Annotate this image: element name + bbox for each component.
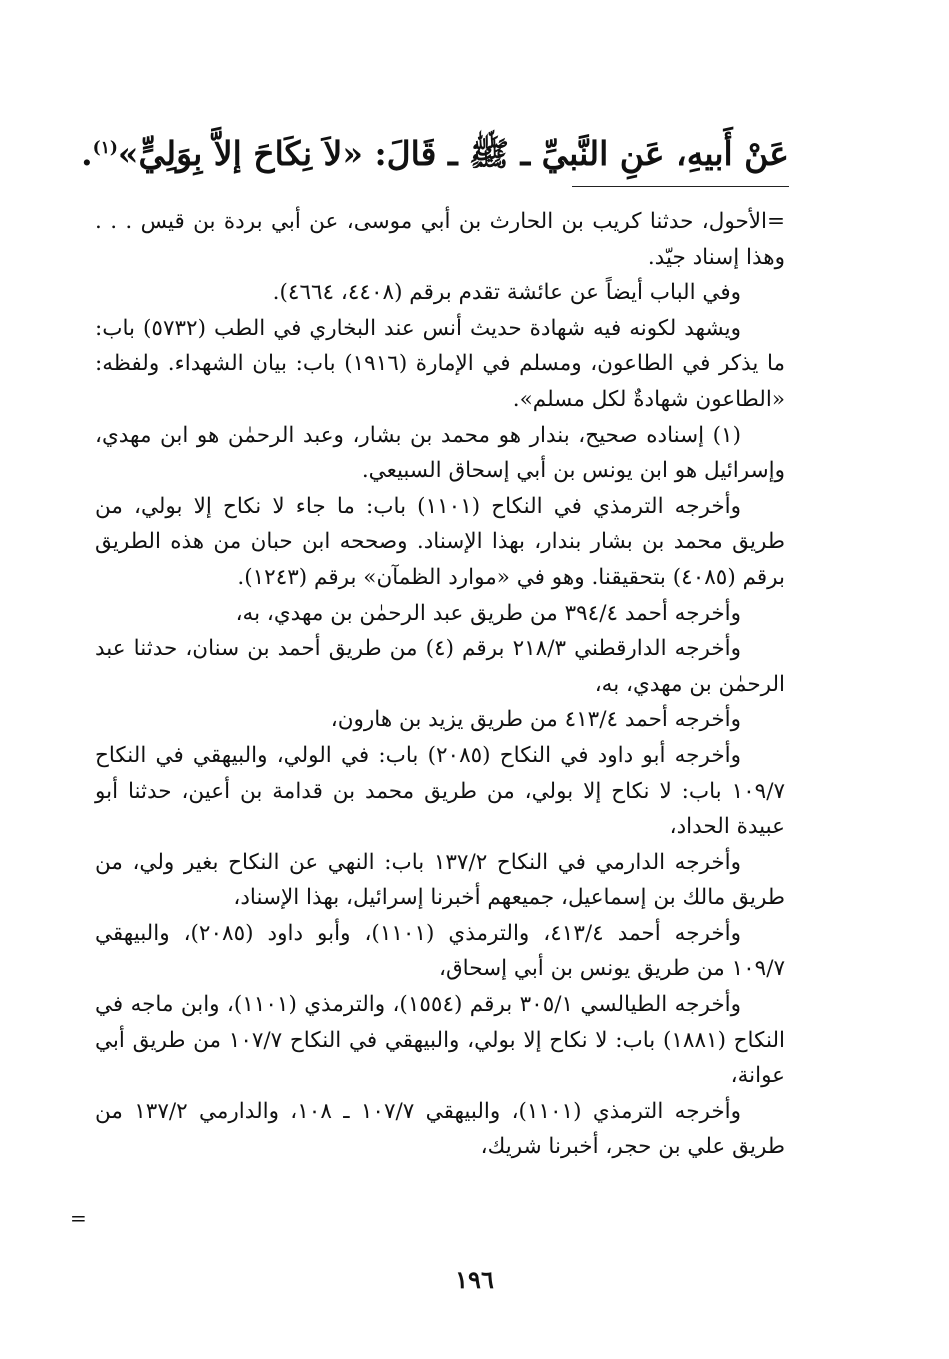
hadith-end-punctuation: . <box>81 134 93 173</box>
footnote-paragraph: ويشهد لكونه فيه شهادة حديث أنس عند البخاري في الطب (٥٧٣٢) باب: ما يذكر في الطاعون، ومسلم في الإمارة (١٩١٦) باب: بيان الشهداء. ولفظه: «الطاعون شهادةٌ لكل مسلم». <box>95 315 786 412</box>
footnote-paragraph: (١) إسناده صحيح، بندار هو محمد بن بشار، وعبد الرحمٰن هو ابن مهدي، وإسرائيل هو ابن يونس بن أبي إسحاق السبيعي. <box>95 422 785 484</box>
continuation-mark: = <box>70 1206 87 1230</box>
footnote-paragraph: وفي الباب أيضاً عن عائشة تقدم برقم (٤٤٠٨، ٤٦٦٤). <box>272 280 741 306</box>
hadith-text-line <box>81 118 789 184</box>
footnote-paragraph: وأخرجه الترمذي في النكاح (١١٠١) باب: ما جاء لا نكاح إلا بولي، من طريق محمد بن بشار بندار، بهذا الإسناد. وصححه ابن حبان من هذه الطريق برقم (٤٠٨٥) بتحقيقنا. وهو في «موارد الظمآن» برقم (١٢٤٣). <box>95 493 785 590</box>
hadith-text: عَنْ أَبيهِ، عَنِ النَّبيِّ ـ ﷺ ـ قَالَ: «لاَ نِكَاحَ إلاَّ بِوَلِيٍّ» <box>117 134 789 173</box>
footnote-paragraph: وأخرجه الدارمي في النكاح ١٣٧/٢ باب: النهي عن النكاح بغير ولي، من طريق مالك بن إسماعيل، جميعهم أخبرنا إسرائيل، بهذا الإسناد، <box>95 849 785 911</box>
footnote-paragraph: وأخرجه أحمد ٤١٣/٤، والترمذي (١١٠١)، وأبو داود (٢٠٨٥)، والبيهقي ١٠٩/٧ من طريق يونس بن أبي إسحاق، <box>95 920 785 982</box>
footnote-reference: (١) <box>92 138 118 158</box>
footnote-paragraph: وأخرجه الدارقطني ٢١٨/٣ برقم (٤) من طريق أحمد بن سنان، حدثنا عبد الرحمٰن بن مهدي، به، <box>95 636 785 697</box>
page-number: ١٩٦ <box>455 1265 494 1294</box>
footnote-separator <box>572 186 789 187</box>
footnote-paragraph: وأخرجه الترمذي (١١٠١)، والبيهقي ١٠٧/٧ ـ ١٠٨، والدارمي ١٣٧/٢ من طريق علي بن حجر، أخبرنا شريك، <box>95 1098 785 1160</box>
footnote-paragraph: وأخرجه أحمد ٤١٣/٤ من طريق يزيد بن هارون، <box>330 707 741 733</box>
footnote-paragraph: وأخرجه أحمد ٣٩٤/٤ من طريق عبد الرحمٰن بن مهدي، به، <box>235 600 741 626</box>
footnote-continuation: =الأحول، حدثنا كريب بن الحارث بن أبي موسى، عن أبي بردة بن قيس . . . وهذا إسناد جيّد. <box>95 209 785 270</box>
footnote-paragraph: وأخرجه أبو داود في النكاح (٢٠٨٥) باب: في الولي، والبيهقي في النكاح ١٠٩/٧ باب: لا نكاح إلا بولي، من طريق محمد بن قدامة بن أعين، حدثنا أبو عبيدة الحداد، <box>95 742 785 840</box>
footnotes-block <box>95 204 785 1165</box>
footnote-paragraph: وأخرجه الطيالسي ٣٠٥/١ برقم (١٥٥٤)، والترمذي (١١٠١)، وابن ماجه في النكاح (١٨٨١) باب: لا نكاح إلا بولي، والبيهقي في النكاح ١٠٧/٧ من طريق أبي عوانة، <box>95 992 785 1089</box>
